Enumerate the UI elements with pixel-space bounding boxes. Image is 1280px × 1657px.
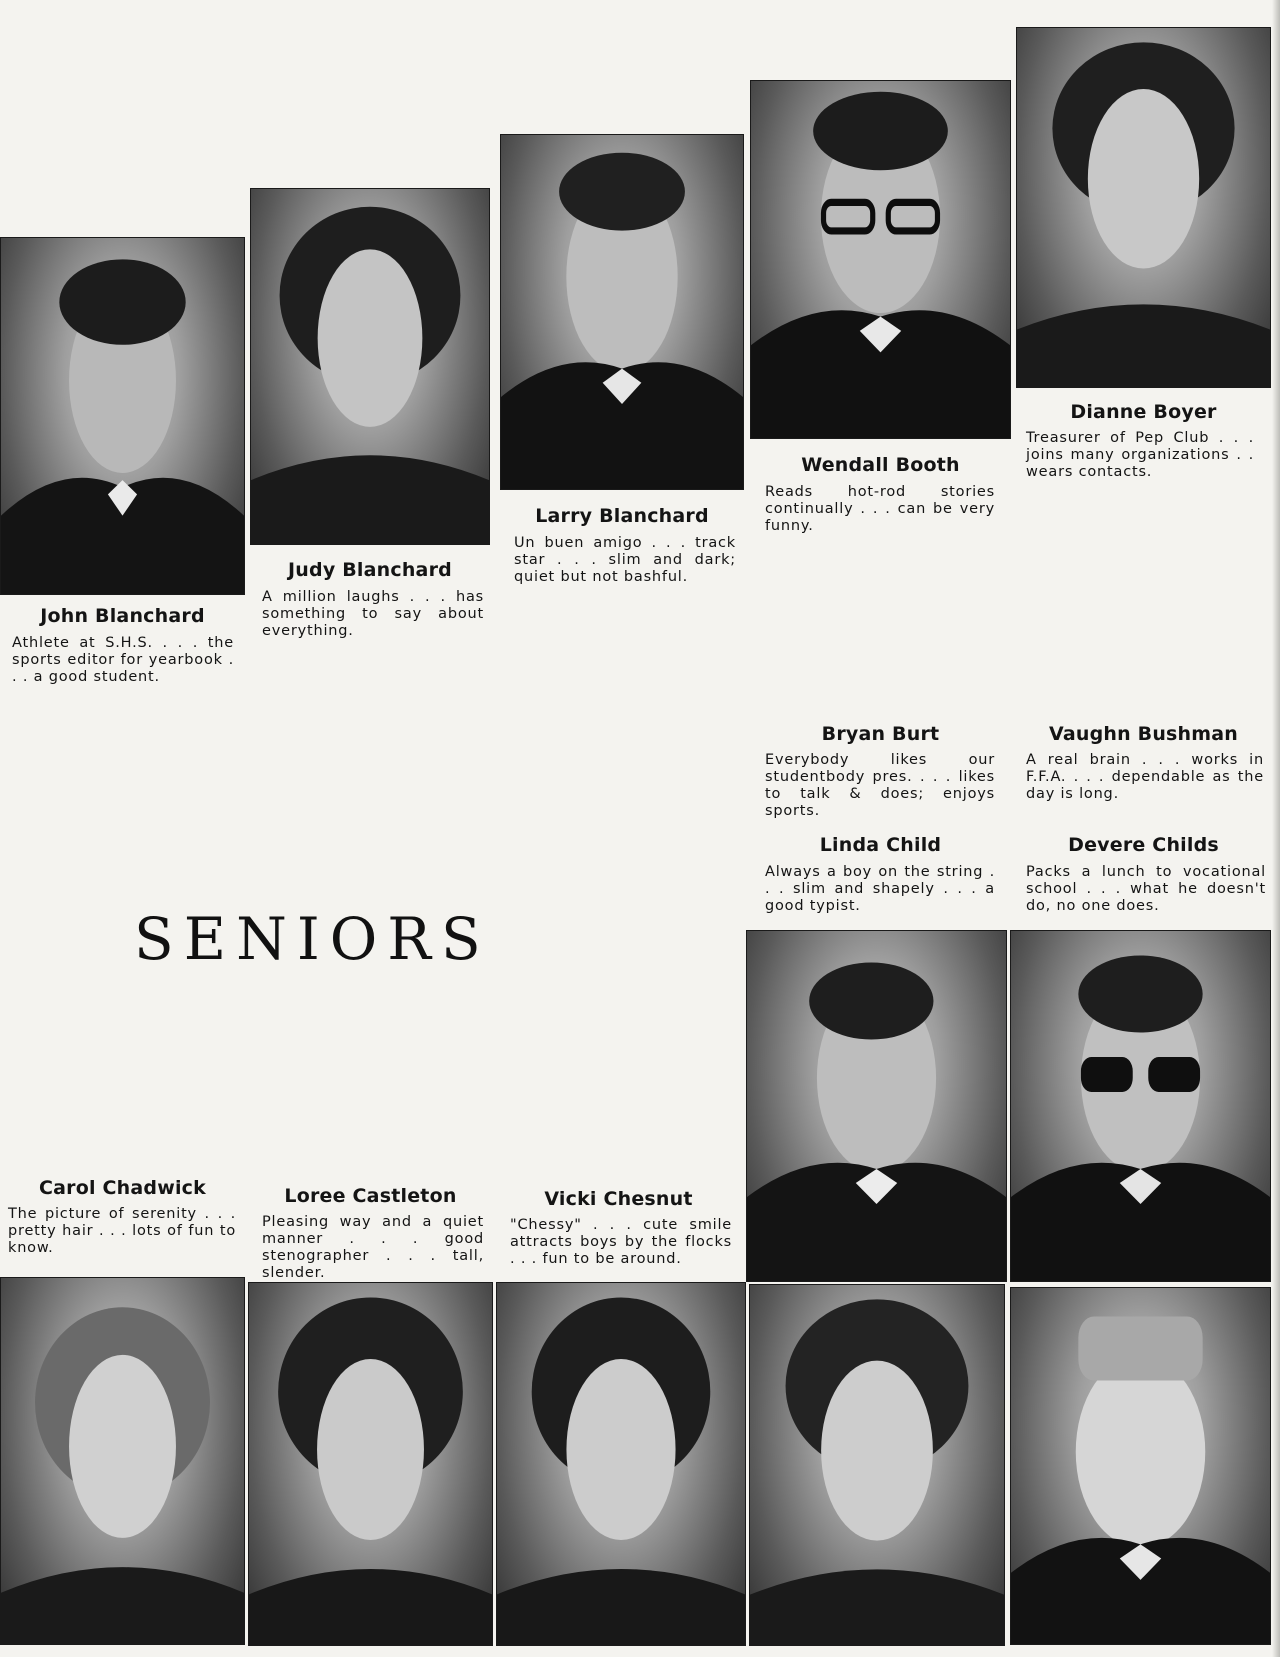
senior-blurb: Reads hot-rod stories continually . . . can be very funny. — [765, 484, 995, 534]
senior-name: Carol Chadwick — [39, 1177, 206, 1199]
senior-name: John Blanchard — [40, 605, 205, 627]
senior-blurb: A million laughs . . . has something to say about everything. — [262, 589, 484, 639]
senior-name: Dianne Boyer — [1070, 401, 1217, 423]
senior-blurb: The picture of serenity . . . pretty hair . . . lots of fun to know. — [8, 1206, 236, 1256]
portrait-vicki-chesnut — [496, 1282, 746, 1646]
page-heading: SENIORS — [134, 905, 491, 973]
senior-blurb: Treasurer of Pep Club . . . joins many organizations . . wears contacts. — [1026, 430, 1254, 480]
page-edge — [1272, 0, 1280, 1657]
senior-blurb: Packs a lunch to vocational school . . . what he doesn't do, no one does. — [1026, 864, 1266, 914]
senior-name: Loree Castleton — [284, 1185, 457, 1207]
senior-blurb: A real brain . . . works in F.F.A. . . . dependable as the day is long. — [1026, 752, 1264, 802]
portrait-john-blanchard — [0, 237, 245, 595]
senior-blurb: Un buen amigo . . . track star . . . slim and dark; quiet but not bashful. — [514, 535, 736, 585]
portrait-bryan-burt — [746, 930, 1007, 1282]
senior-blurb: Pleasing way and a quiet manner . . . good stenographer . . . tall, slender. — [262, 1214, 484, 1281]
senior-name: Wendall Booth — [801, 454, 960, 476]
senior-name: Bryan Burt — [821, 723, 940, 745]
senior-blurb: Athlete at S.H.S. . . . the sports editor for yearbook . . . a good student. — [12, 635, 234, 685]
senior-blurb: Everybody likes our studentbody pres. . . . likes to talk & does; enjoys sports. — [765, 752, 995, 819]
senior-name: Linda Child — [819, 834, 942, 856]
senior-blurb: Always a boy on the string . . . slim and shapely . . . a good typist. — [765, 864, 995, 914]
portrait-dianne-boyer — [1016, 27, 1271, 388]
senior-name: Vaughn Bushman — [1048, 723, 1239, 745]
portrait-wendall-booth — [750, 80, 1011, 439]
portrait-vaughn-bushman — [1010, 930, 1271, 1282]
portrait-larry-blanchard — [500, 134, 744, 490]
senior-name: Larry Blanchard — [535, 505, 709, 527]
senior-blurb: "Chessy" . . . cute smile attracts boys by the flocks . . . fun to be around. — [510, 1217, 732, 1267]
senior-name: Judy Blanchard — [288, 559, 452, 581]
portrait-judy-blanchard — [250, 188, 490, 545]
portrait-carol-chadwick — [0, 1277, 245, 1645]
senior-name: Vicki Chesnut — [544, 1188, 693, 1210]
senior-name: Devere Childs — [1068, 834, 1219, 856]
portrait-linda-child — [749, 1284, 1005, 1646]
portrait-devere-childs — [1010, 1287, 1271, 1645]
portrait-loree-castleton — [248, 1282, 493, 1646]
